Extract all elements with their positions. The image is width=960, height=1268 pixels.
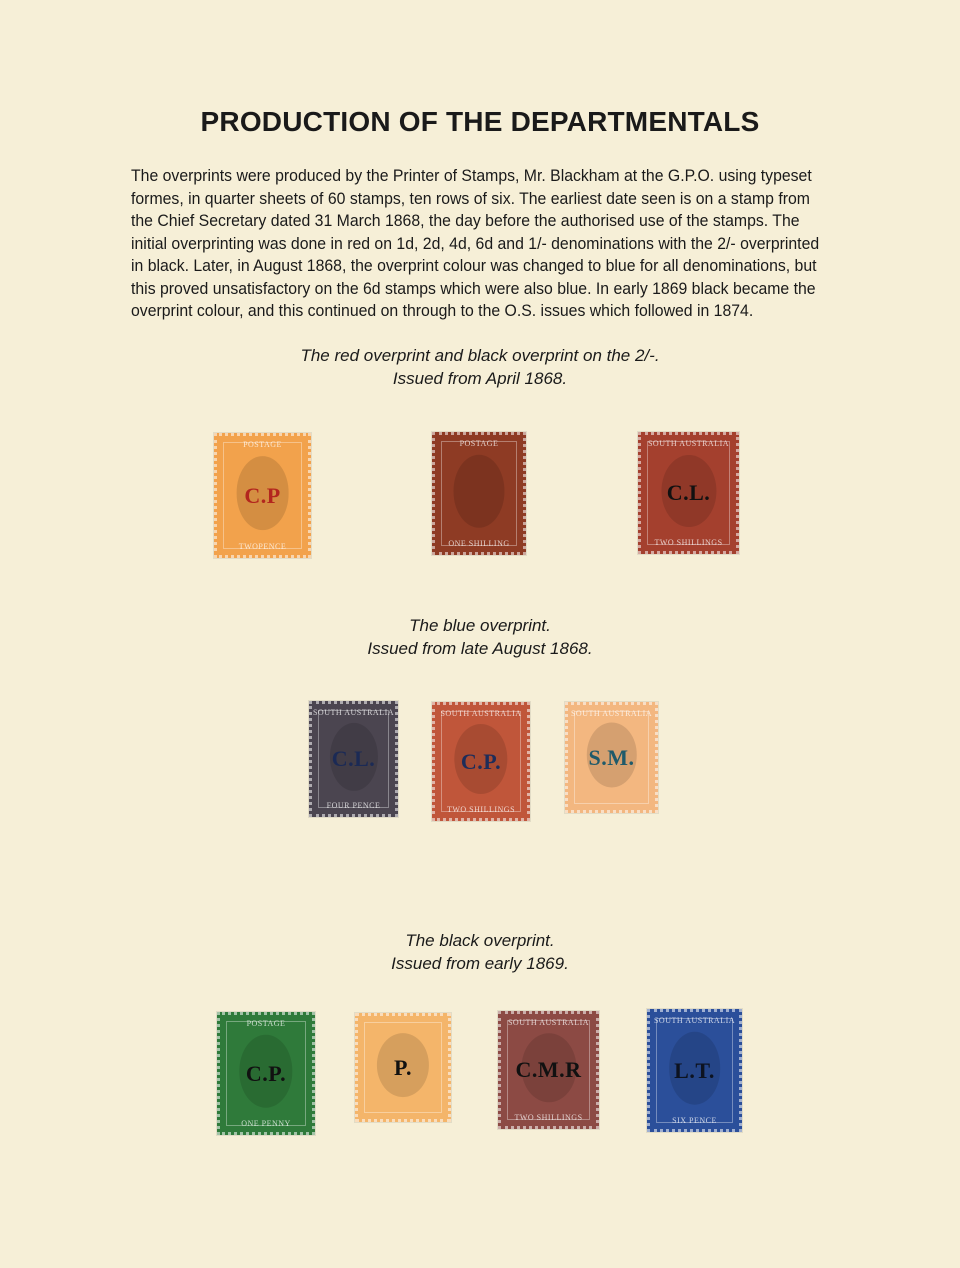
intro-line: formes, in quarter sheets of 60 stamps, ten rows of six. The earliest date seen is on a stamp from: [131, 188, 810, 208]
caption-line: The red overprint and black overprint on the 2/-.: [300, 346, 660, 365]
intro-line: The overprints were produced by the Printer of Stamps, Mr. Blackham at the G.P.O. using typeset: [131, 166, 812, 185]
black-overprint-caption: [0, 930, 960, 975]
blue-overprint-caption: [0, 615, 960, 660]
stamp-2s-carmine-black-cmr: SOUTH AUSTRALIA C.M.R TWO SHILLINGS: [498, 1011, 599, 1129]
caption-line: Issued from April 1868.: [392, 368, 568, 388]
stamp-orange-black-p: P.: [355, 1013, 451, 1122]
stamp-2d-orange-red-cp: POSTAGE C.P TWOPENCE: [214, 433, 311, 558]
stamp-1d-green-black-cp: POSTAGE C.P. ONE PENNY: [217, 1012, 315, 1135]
intro-line: overprint colour, and this continued on through to the O.S. issues which followed in 1874.: [131, 301, 754, 320]
stamp-orange-blue-sm: SOUTH AUSTRALIA S.M.: [565, 702, 658, 813]
caption-line: The black overprint.: [405, 931, 555, 950]
caption-line: Issued from late August 1868.: [367, 638, 593, 658]
caption-line: The blue overprint.: [409, 616, 551, 635]
intro-line: initial overprinting was done in red on 1d, 2d, 4d, 6d and 1/- denominations with the 2/- overprinted: [131, 233, 820, 253]
intro-line: this proved unsatisfactory on the 6d stamps which were also blue. In early 1869 black became the: [131, 278, 816, 298]
intro-line: the Chief Secretary dated 31 March 1868, the day before the authorised use of the stamps. The: [131, 211, 800, 230]
page-title: PRODUCTION OF THE DEPARTMENTALS: [200, 106, 760, 137]
stamp-6d-blue-black-lt: SOUTH AUSTRALIA L.T. SIX PENCE: [647, 1009, 742, 1132]
stamp-2s-carmine-black-cl: SOUTH AUSTRALIA C.L. TWO SHILLINGS: [638, 432, 739, 554]
stamp-1s-brown-red: POSTAGE ONE SHILLING: [432, 432, 526, 555]
intro-line: in black. Later, in August 1868, the overprint colour was changed to blue for all denominations, but: [131, 256, 817, 275]
stamp-2s-carmine-blue-cp: SOUTH AUSTRALIA C.P. TWO SHILLINGS: [432, 702, 530, 821]
intro-paragraph: [131, 165, 830, 323]
caption-line: Issued from early 1869.: [391, 953, 569, 973]
red-overprint-caption: [0, 345, 960, 390]
stamp-4d-purple-blue-cl: SOUTH AUSTRALIA C.L. FOUR PENCE: [309, 701, 398, 817]
